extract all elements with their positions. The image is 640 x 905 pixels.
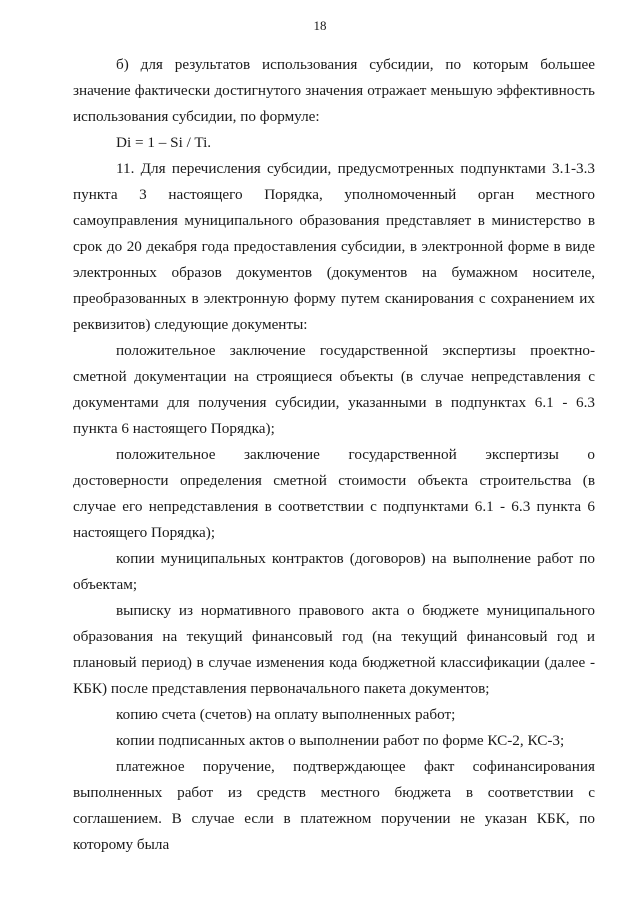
list-item-contracts: копии муниципальных контрактов (договоров) на выполнение работ по объектам;	[73, 550, 595, 593]
formula: Di = 1 – Si / Ti.	[116, 134, 212, 151]
list-item-invoices: копию счета (счетов) на оплату выполненных работ;	[116, 706, 456, 723]
list-item-expertise-cost: положительное заключение государственной экспертизы о достоверности определения сметной стоимости объекта строительства (в случае его непредставления в соответствии с подпунктами 6.1 - 6.3 пункта 6 настоящего Порядка);	[73, 446, 595, 541]
list-item-expertise-design: положительное заключение государственной экспертизы проектно-сметной документации на строящиеся объекты (в случае непредставления с документами для получения субсидии, указанными в подпунктах 6.1 - 6.3 пункта 6 настоящего Порядка);	[73, 342, 595, 437]
document-body	[73, 52, 595, 858]
list-item-budget-extract: выписку из нормативного правового акта о бюджете муниципального образования на текущий финансовый год (на текущий финансовый год и плановый период) в случае изменения кода бюджетной классификации (далее - КБК) после представления первоначального пакета документов;	[73, 602, 595, 697]
paragraph-11: 11. Для перечисления субсидии, предусмотренных подпунктами 3.1-3.3 пункта 3 настоящего Порядка, уполномоченный орган местного самоуправления муниципального образования представляет в министерство в срок до 20 декабря года предоставления субсидии, в электронной форме в виде электронных образов документов (документов на бумажном носителе, преобразованных в электронную форму путем сканирования с сохранением их реквизитов) следующие документы:	[73, 160, 595, 333]
paragraph-b-formula-intro: б) для результатов использования субсидии, по которым большее значение фактически достигнутого значения отражает меньшую эффективность использования субсидии, по формуле:	[73, 56, 595, 125]
list-item-acts: копии подписанных актов о выполнении работ по форме КС-2, КС-3;	[116, 732, 565, 749]
page-number: 18	[313, 18, 327, 33]
list-item-payment-order: платежное поручение, подтверждающее факт софинансирования выполненных работ из средств местного бюджета в соответствии с соглашением. В случае если в платежном поручении не указан КБК, по которому была	[73, 758, 595, 853]
